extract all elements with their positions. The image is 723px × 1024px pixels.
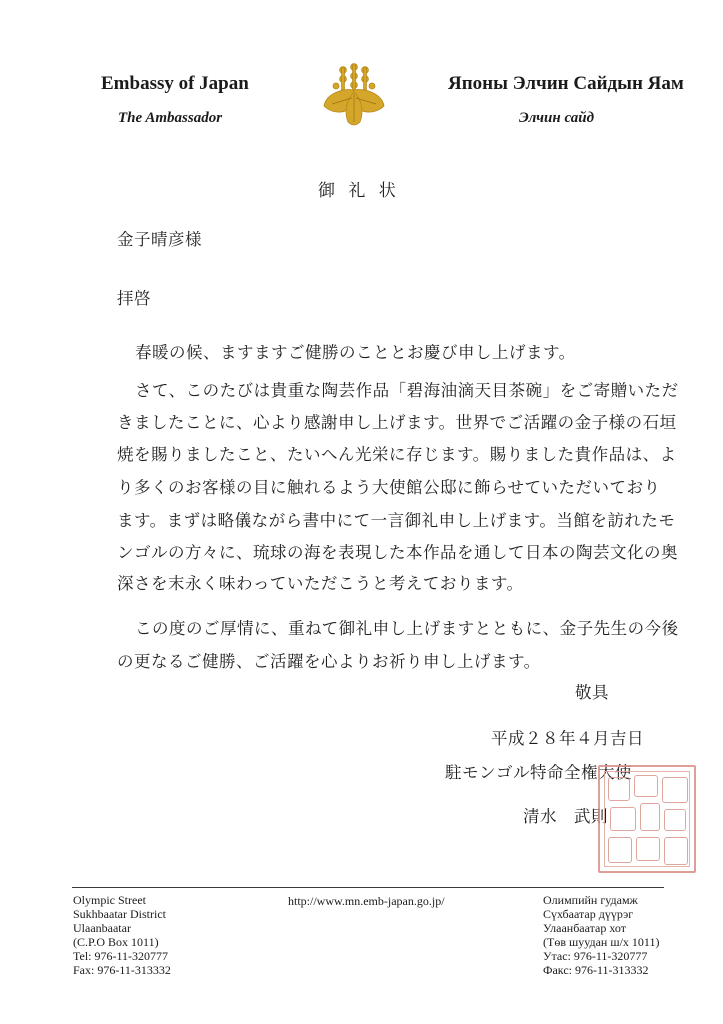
- paragraph-line: 深さを末永く味わっていただこうと考えております。: [117, 574, 524, 593]
- paragraph-line: 春暖の候、ますますご健勝のこととお慶び申し上げます。: [135, 343, 576, 362]
- paragraph-line: り多くのお客様の目に触れるよう大使館公邸に飾らせていただいており: [117, 478, 661, 497]
- official-seal-stamp: [598, 765, 696, 873]
- phone-line: Tel: 976-11-320777: [73, 949, 169, 963]
- salutation: 拝啓: [117, 289, 151, 308]
- address-line: (C.P.O Box 1011): [73, 935, 159, 949]
- paragraph-line: 焼を賜りましたこと、たいへん光栄に存じます。賜りました貴作品は、よ: [117, 445, 677, 464]
- paragraph-line: さて、このたびは貴重な陶芸作品「碧海油滴天目茶碗」をご寄贈いただ: [135, 381, 679, 400]
- fax-line: Факс: 976-11-313332: [543, 963, 649, 977]
- address-line: Olympic Street: [73, 893, 146, 907]
- address-line: Сүхбаатар дүүрэг: [543, 907, 634, 921]
- letter-date: 平成２８年４月吉日: [491, 729, 644, 748]
- embassy-website-link[interactable]: http://www.mn.emb-japan.go.jp/: [288, 894, 445, 908]
- fax-line: Fax: 976-11-313332: [73, 963, 171, 977]
- address-line: Улаанбаатар хот: [543, 921, 626, 935]
- address-line: Олимпийн гудамж: [543, 893, 638, 907]
- sender-title: 駐モンゴル特命全権大使: [445, 763, 632, 782]
- footer-address-mongolian: [543, 893, 659, 977]
- phone-line: Утас: 976-11-320777: [543, 949, 648, 963]
- paragraph-line: ンゴルの方々に、琉球の海を表現した本作品を通して日本の陶芸文化の奥: [117, 543, 678, 562]
- address-line: Sukhbaatar District: [73, 907, 166, 921]
- sender-name: 清水 武則: [523, 807, 608, 826]
- embassy-name-mongolian: Японы Элчин Сайдын Яам: [448, 73, 684, 94]
- closing: 敬具: [575, 683, 609, 702]
- recipient-name: 金子晴彦様: [117, 230, 202, 249]
- footer-divider: [72, 887, 664, 888]
- paragraph-line: きましたことに、心より感謝申し上げます。世界でご活躍の金子様の石垣: [117, 413, 677, 432]
- embassy-name-english: Embassy of Japan: [101, 73, 249, 94]
- paragraph-line: この度のご厚情に、重ねて御礼申し上げますとともに、金子先生の今後: [135, 619, 679, 638]
- paulownia-crest-icon: [318, 60, 390, 128]
- ambassador-title-english: The Ambassador: [118, 110, 223, 126]
- ambassador-title-mongolian: Элчин сайд: [519, 110, 595, 126]
- letter-title: 御 礼 状: [318, 181, 400, 201]
- address-line: Ulaanbaatar: [73, 921, 131, 935]
- paragraph-line: ます。まずは略儀ながら書中にて一言御礼申し上げます。当館を訪れたモ: [117, 511, 676, 530]
- address-line: (Төв шуудан ш/х 1011): [543, 935, 660, 949]
- paragraph-line: の更なるご健勝、ご活躍を心よりお祈り申し上げます。: [117, 652, 541, 671]
- footer-address-english: [73, 893, 171, 977]
